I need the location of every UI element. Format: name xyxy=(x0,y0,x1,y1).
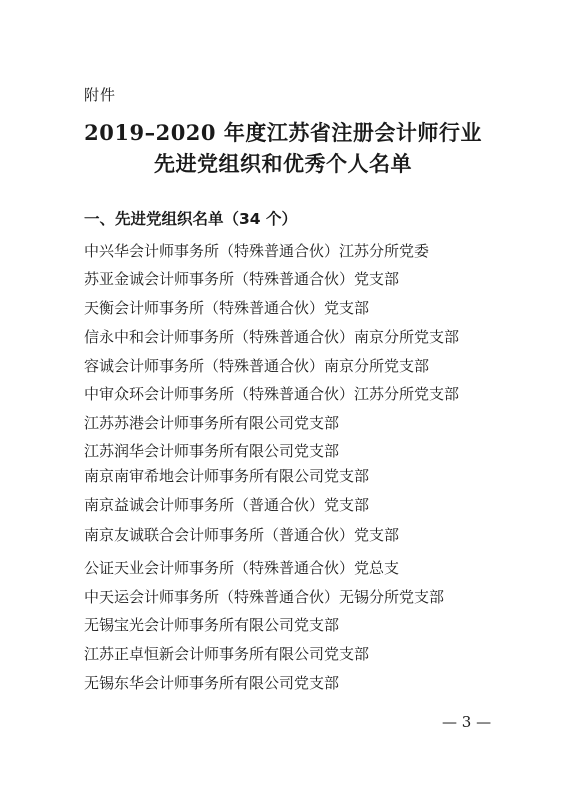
document-title-line-1: 2019–2020 年度江苏省注册会计师行业 xyxy=(84,120,482,145)
list-item: 无锡宝光会计师事务所有限公司党支部 xyxy=(84,616,340,634)
list-item: 中天运会计师事务所（特殊普通合伙）无锡分所党支部 xyxy=(84,588,445,606)
list-item: 公证天业会计师事务所（特殊普通合伙）党总支 xyxy=(84,559,400,577)
document-title-line-2: 先进党组织和优秀个人名单 xyxy=(154,151,412,176)
list-item: 江苏苏港会计师事务所有限公司党支部 xyxy=(84,414,340,432)
list-item: 容诚会计师事务所（特殊普通合伙）南京分所党支部 xyxy=(84,357,430,375)
list-item: 天衡会计师事务所（特殊普通合伙）党支部 xyxy=(84,299,370,317)
list-item: 江苏正卓恒新会计师事务所有限公司党支部 xyxy=(84,645,370,663)
list-item: 江苏润华会计师事务所有限公司党支部 xyxy=(84,442,340,460)
list-item: 信永中和会计师事务所（特殊普通合伙）南京分所党支部 xyxy=(84,328,460,346)
list-item: 苏亚金诚会计师事务所（特殊普通合伙）党支部 xyxy=(84,270,400,288)
page-number: — 3 — xyxy=(442,713,492,731)
list-item: 无锡东华会计师事务所有限公司党支部 xyxy=(84,674,340,692)
section-heading-party-organizations: 一、先进党组织名单（34 个） xyxy=(84,210,297,228)
list-item: 南京南审希地会计师事务所有限公司党支部 xyxy=(84,467,370,485)
list-item: 南京友诚联合会计师事务所（普通合伙）党支部 xyxy=(84,526,400,544)
list-item: 南京益诚会计师事务所（普通合伙）党支部 xyxy=(84,496,370,514)
list-item: 中兴华会计师事务所（特殊普通合伙）江苏分所党委 xyxy=(84,242,430,260)
attachment-label: 附件 xyxy=(84,86,117,104)
list-item: 中审众环会计师事务所（特殊普通合伙）江苏分所党支部 xyxy=(84,385,460,403)
